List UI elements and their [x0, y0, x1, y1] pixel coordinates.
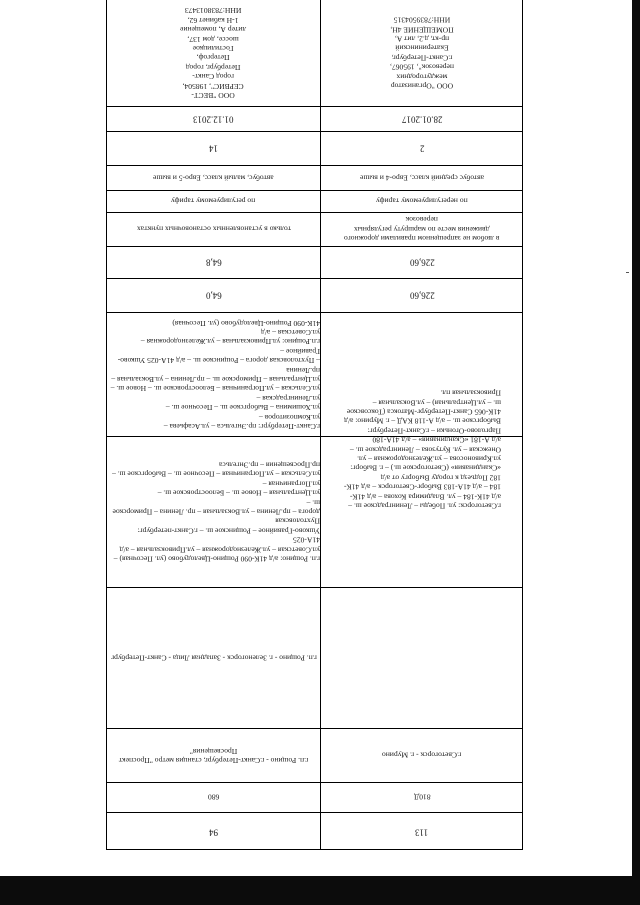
start-date: 01.12.2013: [193, 114, 234, 125]
scan-speck: [626, 272, 629, 273]
start-date-cell: [107, 106, 320, 131]
row-number-cell: [320, 812, 524, 851]
carrier-cell: [320, 0, 524, 106]
vehicle-type-cell: [320, 165, 524, 190]
carrier-info: ООО "ВЕСТ- СЕРВИС", 198504, город Санкт- Петербург, город Петергоф, Гостилицкое шоссе, дом 137, литер А, помещение 1-Н кабинет 62, ИНН:7838013473: [180, 6, 247, 101]
vehicle-count-cell: [107, 131, 320, 165]
vehicle-count-cell: [320, 131, 524, 165]
vehicle-count: 14: [209, 143, 218, 154]
length-forward-cell: [107, 278, 320, 312]
row-number: 94: [209, 827, 218, 838]
streets-forward: г.п. Рощино: а/д 41К-090 Рощино-Цвелодубово (ул. Песочная) – ул.Советская – ул.Железнодорожная – ул.Привокзальная – а/д 41А-025 Ушково-Гравийное – Рощинское ш. – г.Санкт-петербург: Пухтоловская дорога – пр.Ленина – ул.Вокзальная – пр. Ленина – Приморское ш. – ул.Центральная – Новое ш. – Белоостровское ш. – ул.Пограничная – ул.Сельская – ул.Пограничная – Песочное ш. – Выборгское ш. – пр.Просвещения – пр.Энгельса: [112, 460, 320, 564]
stop-order: в любом не запрещенном правилами дорожного движения месте по маршруту регулярных перевозок: [344, 215, 500, 244]
start-date-cell: [320, 106, 524, 131]
vehicle-type-cell: [107, 165, 320, 190]
length-forward: 226,60: [409, 290, 435, 301]
length-backward-cell: [320, 246, 524, 278]
route-number-cell: [320, 782, 524, 812]
length-forward-cell: [320, 278, 524, 312]
route-number: 810Д: [413, 792, 431, 802]
stops-cell: [107, 587, 320, 728]
row-number: 113: [415, 827, 429, 838]
stop-order-cell: [107, 212, 320, 246]
length-backward: 226,60: [409, 257, 435, 268]
route-name: г.Светогорск - г. Мурино: [382, 750, 462, 760]
route-number: 680: [207, 792, 220, 802]
scan-right-border: [632, 0, 640, 905]
streets-backward: г.Санкт-Петербург: пр.Энгельса – ул.Асафьева – ул.Композиторов – ул.Хошимина – Выборгское ш. – Песочное ш. – ул.Ленинградская – ул.Сельская – ул.Пограничная – Белоостровское ш. – Новое ш. – ул.Центральная – Приморское ш. – пр.Ленина – ул.Вокзальная – пр.Ленина – Пухтоловская дорога – Рощинское ш. – а/д 41А-025 Ушково-Гравийное – г.п.Рощино: ул.Привокзальная – ул.Железнодорожная – ул.Советская – а/д 41К-090 Рощино-Цвелодубово (ул. Песочная): [110, 317, 320, 431]
tariff: по нерегулируемому тарифу: [376, 196, 468, 206]
start-date: 28.01.2017: [401, 114, 443, 125]
streets-forward: г.Светогорск: ул. Победы – Ленинградское ш. – а/д 41К-184 – ул. Владимира Кохова – а/д 41К- 184 – а/д 41А-183 Выборг-Светогорск – а/д 41К- 182 Подъезд к городу Выборгу от а/д «Скандинавия» (Светогорское ш.) – г. Выборг: ул.Кривоносова – ул.Железнодорожная – ул. Онежская – ул. Кутузова – Ленинградское ш. – а/д А-181 «Скандинавия» – а/д 41А-180 Парголово-Огоньки – г.Санкт-Петербург: Выборгское ш. – а/д А-118 КАД – г. Мурино: а/д 41К-065 Санкт-Петербург-Матокса (Токсовское ш. – ул.Центральная) – ул.Вокзальная – Привокзальная пл.: [343, 388, 501, 511]
route-number-cell: [107, 782, 320, 812]
vehicle-count: 2: [419, 143, 425, 154]
tariff-cell: [320, 190, 524, 212]
length-backward: 64,8: [205, 257, 222, 268]
scan-bottom-border: [0, 876, 640, 905]
stops-cell: [320, 587, 524, 728]
route-name-cell: [320, 728, 524, 782]
route-name-cell: [107, 728, 320, 782]
routes-table: [106, 0, 523, 850]
length-backward-cell: [107, 246, 320, 278]
row-number-cell: [107, 812, 320, 851]
streets-forward-cell: [107, 436, 320, 587]
stop-order: только в установленных остановочных пунктах: [136, 224, 291, 234]
streets-backward-cell: [107, 312, 320, 436]
streets-forward-cell: [320, 312, 524, 587]
stop-order-cell: [320, 212, 524, 246]
vehicle-type: автобус средний класс, Евро-4 и выше: [359, 173, 485, 183]
route-name: г.п. Рощино - г.Санкт-Петербург, станция метро "Проспект Просвещения": [118, 746, 309, 765]
carrier-info: ООО "Организатор междугородних перевозок", 195067, г.Санкт-Петербург, Екатерининский пр-кт, д.2, лит А, ПОМЕЩЕНИЕ 4Н, ИНН:7839504315: [390, 15, 454, 91]
tariff: по регулируемому тарифу: [171, 196, 256, 206]
vehicle-type: автобус, малый класс, Евро-5 и выше: [153, 173, 274, 183]
tariff-cell: [107, 190, 320, 212]
carrier-cell: [107, 0, 320, 106]
length-forward: 64,0: [205, 290, 222, 301]
intermediate-stops: г.п. Рощино - г. Зеленогорск - Западная Лица - Санкт-Петербург: [110, 653, 317, 663]
